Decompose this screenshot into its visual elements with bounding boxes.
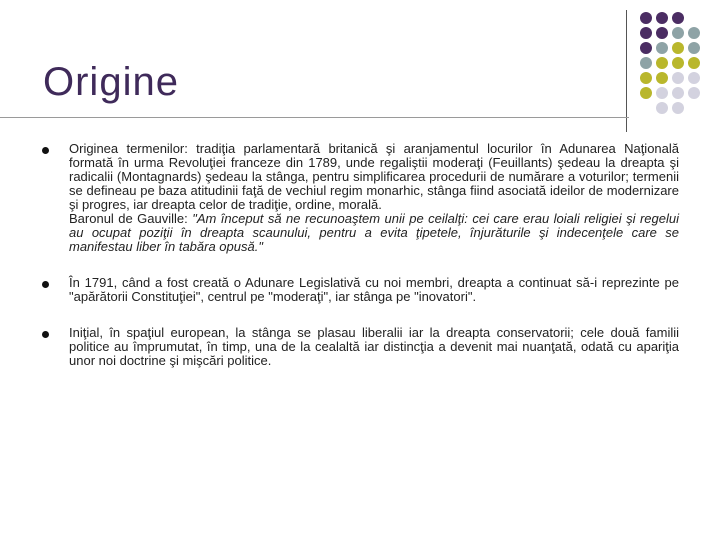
decorative-dot (640, 87, 652, 99)
decorative-dot-grid (640, 12, 720, 122)
decorative-dot (656, 87, 668, 99)
decorative-dot (640, 57, 652, 69)
bullet-item-1791 (39, 276, 679, 304)
decorative-dot (656, 102, 668, 114)
bullet-dot-icon (42, 281, 49, 288)
decorative-dot (688, 27, 700, 39)
quote-text: "Am început să ne recunoaştem unii pe ceilalţi: cei care erau loiali religiei şi regelui au ocupat poziţii în dreapta scaunului, pentru a evita ţipetele, înjurăturile şi indecenţele care se manifestau liber în tabăra opusă." (69, 211, 679, 254)
decorative-dot (640, 12, 652, 24)
bullet-text-body: Originea termenilor: tradiţia parlamentară britanică şi aranjamentul locurilor în Adunarea Naţională formată în urma Revoluţiei franceze din 1789, unde regaliştii moderaţi (Feuillants) şedeau la dreapta şi radicalii (Montagnards) şedeau la stânga, pentru simplificarea procedurii de numărare a voturilor; termenii se defineau pe baza atitudinii faţă de vechiul regim monarhic, stânga fiind asociată ideilor de modernizare şi progres, iar dreapta celor de tradiţie, ordine, morală. (69, 141, 679, 212)
bullet-item-europe (39, 326, 679, 368)
bullet-text (69, 142, 679, 254)
bullet-dot-icon (42, 147, 49, 154)
vertical-divider (626, 10, 627, 132)
decorative-dot (656, 72, 668, 84)
decorative-dot (640, 27, 652, 39)
decorative-dot (672, 102, 684, 114)
decorative-dot (656, 12, 668, 24)
decorative-dot (688, 57, 700, 69)
bullet-list (39, 142, 679, 390)
decorative-dot (672, 27, 684, 39)
decorative-dot (688, 87, 700, 99)
decorative-dot (672, 87, 684, 99)
decorative-dot (688, 42, 700, 54)
decorative-dot (672, 57, 684, 69)
decorative-dot (640, 42, 652, 54)
bullet-dot-icon (42, 331, 49, 338)
decorative-dot (656, 57, 668, 69)
decorative-dot (688, 72, 700, 84)
decorative-dot (672, 42, 684, 54)
title-underline (0, 117, 629, 118)
decorative-dot (672, 72, 684, 84)
bullet-item-origin (39, 142, 679, 254)
quote-attribution: Baronul de Gauville: (69, 211, 193, 226)
decorative-dot (656, 27, 668, 39)
slide-title: Origine (43, 60, 179, 104)
decorative-dot (656, 42, 668, 54)
decorative-dot (640, 72, 652, 84)
bullet-text: Iniţial, în spaţiul european, la stânga se plasau liberalii iar la dreapta conservatorii; cele două familii politice au împrumutat, în timp, una de la cealaltă iar distincţia a devenit mai nuanţată, odată cu apariţia unor noi doctrine şi mişcări politice. (69, 325, 679, 368)
bullet-text: În 1791, când a fost creată o Adunare Legislativă cu noi membri, dreapta a continuat să-i reprezinte pe "apărătorii Constituţiei", centrul pe "moderaţi", iar stânga pe "inovatori". (69, 275, 679, 304)
decorative-dot (672, 12, 684, 24)
